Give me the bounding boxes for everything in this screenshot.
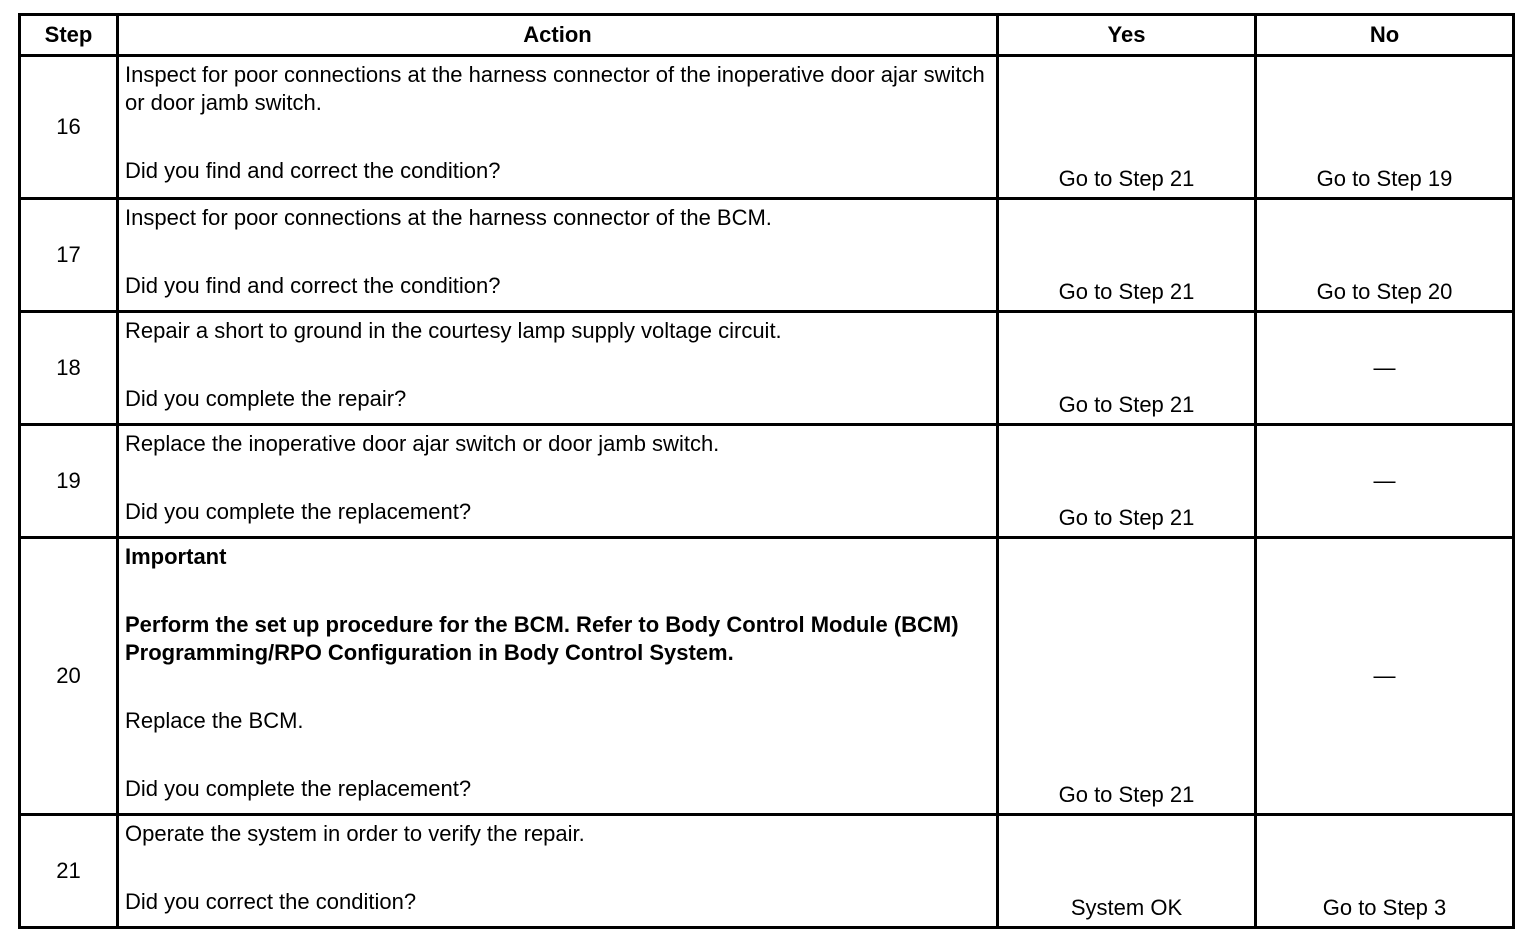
action-question: Did you complete the replacement? — [125, 776, 472, 801]
step-number: 16 — [20, 56, 118, 199]
no-result: — — [1256, 425, 1514, 538]
action-instruction: Repair a short to ground in the courtesy lamp supply voltage circuit. — [125, 318, 782, 343]
yes-result: Go to Step 21 — [998, 425, 1256, 538]
table-row — [20, 538, 1514, 815]
yes-result: System OK — [998, 815, 1256, 928]
action-cell — [118, 312, 998, 425]
no-result: Go to Step 19 — [1256, 56, 1514, 199]
table-row — [20, 815, 1514, 928]
action-instruction: Inspect for poor connections at the harness connector of the inoperative door ajar switch or door jamb switch. — [125, 62, 985, 115]
no-result: — — [1256, 312, 1514, 425]
yes-result: Go to Step 21 — [998, 312, 1256, 425]
action-instruction: Replace the BCM. — [125, 708, 304, 733]
no-result: Go to Step 20 — [1256, 199, 1514, 312]
action-cell — [118, 199, 998, 312]
header-action: Action — [118, 15, 998, 56]
action-instruction: Inspect for poor connections at the harness connector of the BCM. — [125, 205, 772, 230]
step-number: 19 — [20, 425, 118, 538]
table-row — [20, 312, 1514, 425]
no-result: Go to Step 3 — [1256, 815, 1514, 928]
action-cell — [118, 56, 998, 199]
header-yes: Yes — [998, 15, 1256, 56]
diagnostic-table — [18, 13, 1515, 929]
action-instruction: Replace the inoperative door ajar switch or door jamb switch. — [125, 431, 720, 456]
header-row — [20, 15, 1514, 56]
header-no: No — [1256, 15, 1514, 56]
action-question: Did you find and correct the condition? — [125, 158, 501, 183]
step-number: 17 — [20, 199, 118, 312]
yes-result: Go to Step 21 — [998, 56, 1256, 199]
action-question: Did you complete the replacement? — [125, 499, 472, 524]
table-row — [20, 56, 1514, 199]
action-cell — [118, 815, 998, 928]
action-cell — [118, 425, 998, 538]
important-heading: Important — [125, 544, 227, 569]
important-note: Perform the set up procedure for the BCM. Refer to Body Control Module (BCM) Programming/RPO Configuration in Body Control System. — [125, 612, 959, 665]
table-row — [20, 425, 1514, 538]
no-result: — — [1256, 538, 1514, 815]
step-number: 20 — [20, 538, 118, 815]
action-instruction: Operate the system in order to verify the repair. — [125, 821, 585, 846]
action-cell — [118, 538, 998, 815]
yes-result: Go to Step 21 — [998, 538, 1256, 815]
step-number: 21 — [20, 815, 118, 928]
action-question: Did you correct the condition? — [125, 889, 417, 914]
action-question: Did you complete the repair? — [125, 386, 407, 411]
yes-result: Go to Step 21 — [998, 199, 1256, 312]
step-number: 18 — [20, 312, 118, 425]
action-question: Did you find and correct the condition? — [125, 273, 501, 298]
header-step: Step — [20, 15, 118, 56]
table-row — [20, 199, 1514, 312]
